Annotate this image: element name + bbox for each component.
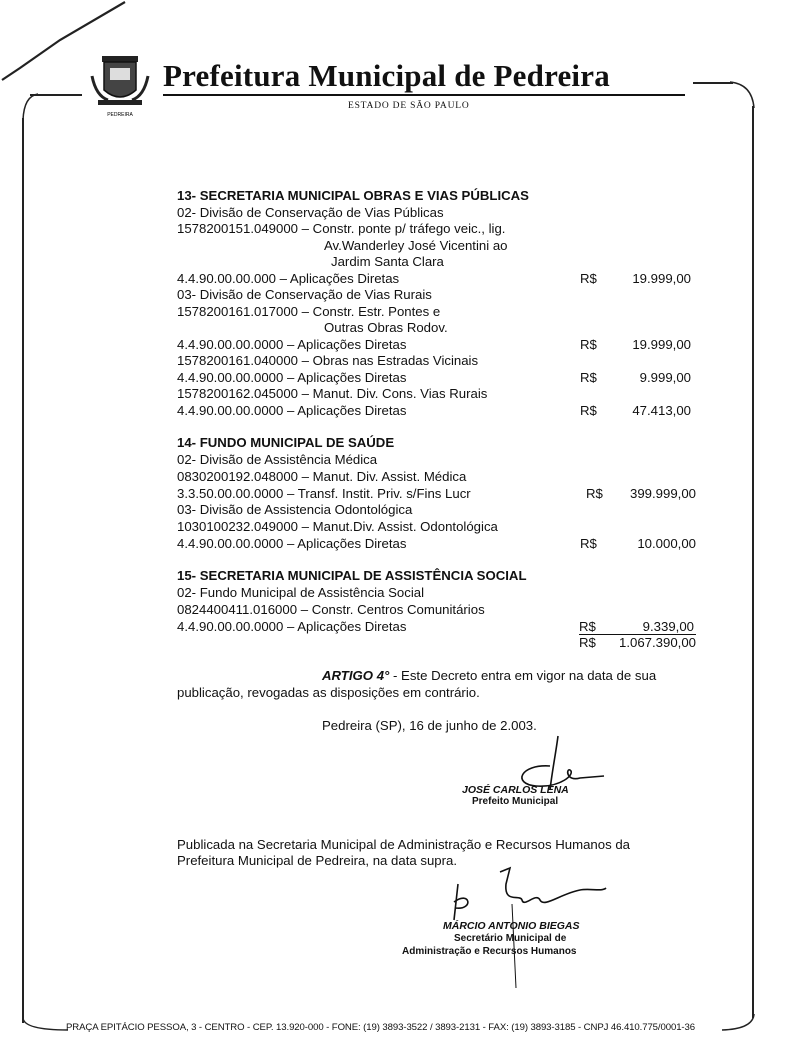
frame-right-line	[752, 106, 754, 1018]
currency-label: R$	[580, 370, 597, 385]
budget-line: 3.3.50.00.00.0000 – Transf. Instit. Priv. s/Fins Lucr	[177, 486, 471, 501]
signer-2-role-1: Secretário Municipal de	[454, 933, 567, 944]
budget-line: 1578200161.040000 – Obras nas Estradas Vicinais	[177, 353, 479, 368]
footer-address: PRAÇA EPITÁCIO PESSOA, 3 - CENTRO - CEP. 13.920-000 - FONE: (19) 3893-3522 / 3893-2131 - FAX: (19) 3893-3185 - CNPJ 46.410.775/0001-36	[66, 1022, 695, 1033]
amount-value: 9.999,00	[639, 370, 691, 385]
budget-line: 4.4.90.00.00.000 – Aplicações Diretas	[177, 271, 400, 286]
budget-line: 03- Divisão de Conservação de Vias Rurais	[177, 287, 432, 302]
signer-2-role-2: Administração e Recursos Humanos	[402, 946, 577, 957]
budget-line: Jardim Santa Clara	[331, 254, 444, 269]
currency-label: R$	[586, 486, 603, 501]
amount-value: 19.999,00	[632, 337, 691, 352]
page-title: Prefeitura Municipal de Pedreira	[163, 58, 610, 93]
title-underline	[163, 94, 685, 96]
budget-line: 1578200162.045000 – Manut. Div. Cons. Vias Rurais	[177, 386, 488, 401]
currency-label: R$	[580, 536, 597, 551]
budget-line: 03- Divisão de Assistencia Odontológica	[177, 502, 413, 517]
currency-label: R$	[579, 619, 596, 634]
frame-corner-right	[728, 80, 758, 110]
amount-value: 9.339,00	[642, 619, 694, 634]
budget-line: 4.4.90.00.00.0000 – Aplicações Diretas	[177, 536, 407, 551]
budget-line: 1578200151.049000 – Constr. ponte p/ tráfego veic., lig.	[177, 221, 506, 236]
amount-value: 10.000,00	[637, 536, 696, 551]
amount-value: 47.413,00	[632, 403, 691, 418]
budget-line: 02- Fundo Municipal de Assistência Social	[177, 585, 425, 600]
budget-line: 4.4.90.00.00.0000 – Aplicações Diretas	[177, 619, 407, 634]
amount-value: 19.999,00	[632, 271, 691, 286]
budget-line: 02- Divisão de Conservação de Vias Públicas	[177, 205, 444, 220]
budget-line: 1030100232.049000 – Manut.Div. Assist. Odontológica	[177, 519, 498, 534]
page-subtitle: ESTADO DE SÃO PAULO	[348, 101, 470, 111]
budget-line: 4.4.90.00.00.0000 – Aplicações Diretas	[177, 370, 407, 385]
publication-line-1: Publicada na Secretaria Municipal de Administração e Recursos Humanos da	[177, 837, 631, 852]
budget-line: Outras Obras Rodov.	[324, 320, 448, 335]
place-date: Pedreira (SP), 16 de junho de 2.003.	[322, 718, 537, 733]
budget-line: 4.4.90.00.00.0000 – Aplicações Diretas	[177, 337, 407, 352]
frame-left-line	[22, 118, 24, 1023]
budget-line: 1578200161.017000 – Constr. Estr. Pontes e	[177, 304, 441, 319]
amount-value: 399.999,00	[629, 486, 696, 501]
article-label: ARTIGO 4°	[322, 668, 390, 683]
frame-corner-bottom-left	[20, 1018, 70, 1034]
signer-1-role: Prefeito Municipal	[472, 796, 559, 807]
total-value: 1.067.390,00	[618, 635, 696, 650]
section-15-heading: 15- SECRETARIA MUNICIPAL DE ASSISTÊNCIA SOCIAL	[177, 568, 527, 583]
budget-line: 02- Divisão de Assistência Médica	[177, 452, 378, 467]
budget-line: 0824400411.016000 – Constr. Centros Comunitários	[177, 602, 485, 617]
article-text-2: publicação, revogadas as disposições em contrário.	[177, 685, 480, 700]
currency-label: R$	[580, 337, 597, 352]
budget-line: Av.Wanderley José Vicentini ao	[324, 238, 508, 253]
municipal-seal-icon	[88, 46, 152, 122]
section-14-heading: 14- FUNDO MUNICIPAL DE SAÚDE	[177, 435, 395, 450]
frame-top-right-line	[693, 82, 733, 84]
budget-line: 0830200192.048000 – Manut. Div. Assist. Médica	[177, 469, 467, 484]
article-paragraph	[322, 668, 656, 684]
section-13-heading: 13- SECRETARIA MUNICIPAL OBRAS E VIAS PÚBLICAS	[177, 188, 529, 203]
article-text-1: - Este Decreto entra em vigor na data de sua	[389, 668, 657, 683]
signer-2-name: MÁRCIO ANTONIO BIEGAS	[443, 920, 580, 932]
currency-label: R$	[580, 403, 597, 418]
currency-label: R$	[579, 635, 596, 650]
currency-label: R$	[580, 271, 597, 286]
budget-line: 4.4.90.00.00.0000 – Aplicações Diretas	[177, 403, 407, 418]
frame-corner-bottom-right	[720, 1014, 756, 1034]
svg-text:PEDREIRA: PEDREIRA	[107, 112, 133, 118]
signer-1-name: JOSÉ CARLOS LENA	[462, 784, 569, 796]
publication-line-2: Prefeitura Municipal de Pedreira, na data supra.	[177, 853, 458, 868]
